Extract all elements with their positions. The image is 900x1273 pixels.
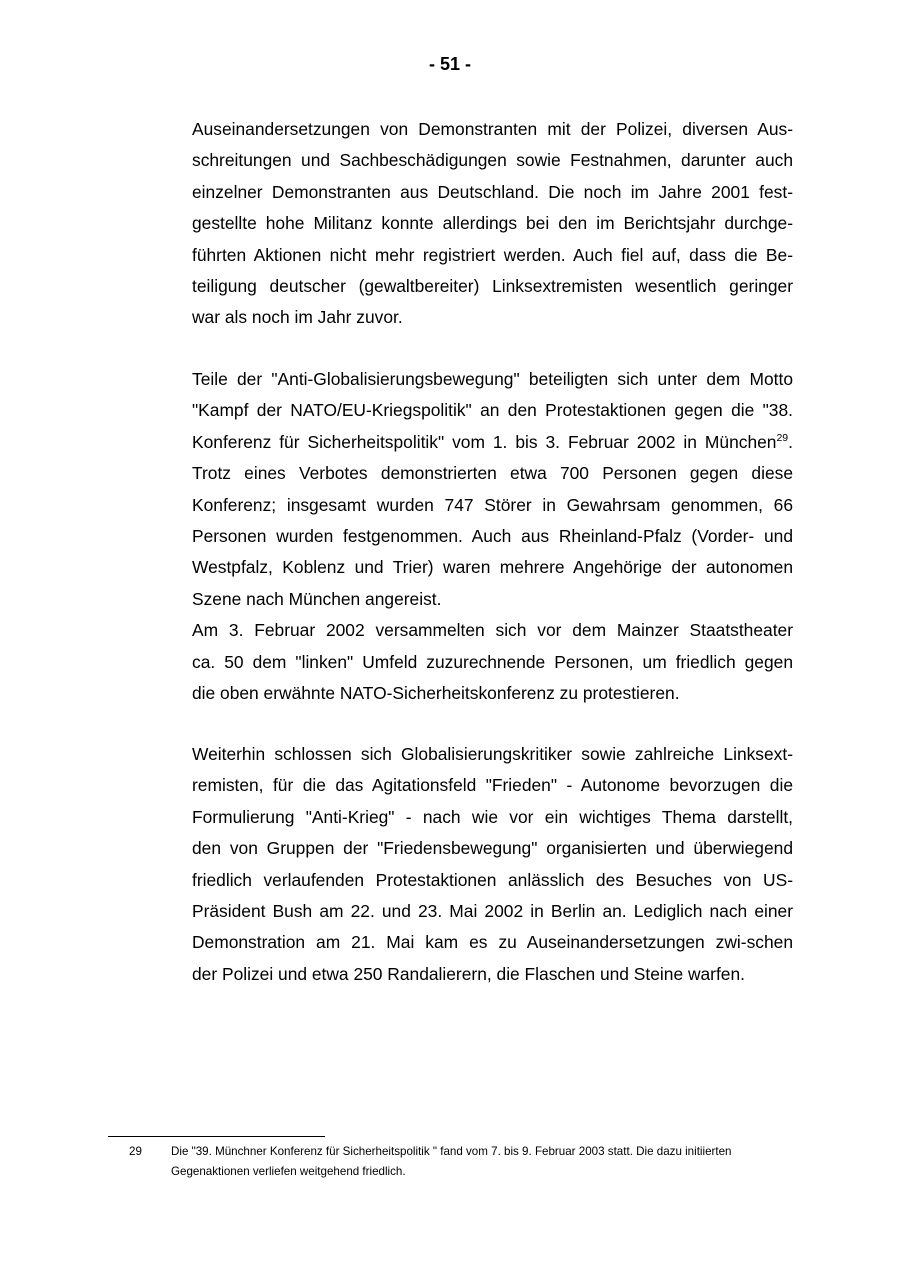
text-line: "Kampf der NATO/EU-Kriegspolitik" an den Protestaktionen gegen die "38. bbox=[192, 400, 793, 421]
text-line: Konferenz; insgesamt wurden 747 Störer in Gewahrsam genommen, 66 bbox=[192, 494, 793, 515]
text-line: Trotz eines Verbotes demonstrierten etwa 700 Personen gegen diese bbox=[192, 463, 793, 484]
text-line: Demonstration am 21. Mai kam es zu Auseinandersetzungen zwi-schen bbox=[192, 932, 793, 953]
paragraph-3 bbox=[192, 739, 793, 990]
paragraph-2 bbox=[192, 364, 793, 709]
text-segment: Konferenz für Sicherheitspolitik" vom 1. bis 3. Februar 2002 in München bbox=[192, 431, 777, 452]
text-line: Westpfalz, Koblenz und Trier) waren mehrere Angehörige der autonomen bbox=[192, 557, 793, 578]
page-number: - 51 - bbox=[428, 54, 471, 74]
text-line: Personen wurden festgenommen. Auch aus Rheinland-Pfalz (Vorder- und bbox=[192, 525, 793, 546]
text-line: Auseinandersetzungen von Demonstranten mit der Polizei, diversen Aus- bbox=[192, 119, 793, 139]
footnote-number: 29 bbox=[129, 1145, 142, 1158]
text-line: friedlich verlaufenden Protestaktionen anlässlich des Besuches von US- bbox=[192, 869, 793, 890]
text-line-with-footnote bbox=[192, 427, 793, 458]
text-line: führten Aktionen nicht mehr registriert werden. Auch fiel auf, dass die Be- bbox=[192, 244, 793, 265]
text-line: ca. 50 dem "linken" Umfeld zuzurechnende Personen, um friedlich gegen bbox=[192, 651, 793, 672]
text-line: die oben erwähnte NATO-Sicherheitskonferenz zu protestieren. bbox=[192, 682, 680, 703]
text-line: Szene nach München angereist. bbox=[192, 588, 442, 609]
footnote-divider bbox=[108, 1136, 325, 1137]
text-line: gestellte hohe Militanz konnte allerdings bei den im Berichtsjahr durchge- bbox=[192, 213, 793, 234]
text-line: Teile der "Anti-Globalisierungsbewegung" beteiligten sich unter dem Motto bbox=[192, 369, 793, 389]
text-line: war als noch im Jahr zuvor. bbox=[192, 307, 403, 328]
text-line: der Polizei und etwa 250 Randalierern, die Flaschen und Steine warfen. bbox=[192, 963, 745, 984]
text-line: Präsident Bush am 22. und 23. Mai 2002 in Berlin an. Lediglich nach einer bbox=[192, 900, 793, 921]
footnote-line: Die "39. Münchner Konferenz für Sicherheitspolitik " fand vom 7. bis 9. Februar 2003 statt. Die dazu initiierten bbox=[171, 1145, 732, 1158]
text-line: Formulierung "Anti-Krieg" - nach wie vor ein wichtiges Thema darstellt, bbox=[192, 806, 793, 827]
text-line: den von Gruppen der "Friedensbewegung" organisierten und überwiegend bbox=[192, 838, 793, 859]
text-line: schreitungen und Sachbeschädigungen sowie Festnahmen, darunter auch bbox=[192, 150, 793, 171]
text-line: Weiterhin schlossen sich Globalisierungskritiker sowie zahlreiche Linksext- bbox=[192, 744, 793, 764]
paragraph-1 bbox=[192, 114, 793, 334]
footnote-line: Gegenaktionen verliefen weitgehend friedlich. bbox=[171, 1164, 406, 1178]
text-line: einzelner Demonstranten aus Deutschland. Die noch im Jahre 2001 fest- bbox=[192, 181, 793, 202]
text-line: Am 3. Februar 2002 versammelten sich vor dem Mainzer Staatstheater bbox=[192, 620, 793, 641]
footnote-reference[interactable]: 29 bbox=[776, 431, 789, 444]
footnote-text bbox=[171, 1142, 732, 1181]
text-segment: . bbox=[788, 431, 793, 452]
text-line: remisten, für die das Agitationsfeld "Frieden" - Autonome bevorzugen die bbox=[192, 775, 793, 796]
text-line: teiligung deutscher (gewaltbereiter) Linksextremisten wesentlich geringer bbox=[192, 275, 793, 296]
